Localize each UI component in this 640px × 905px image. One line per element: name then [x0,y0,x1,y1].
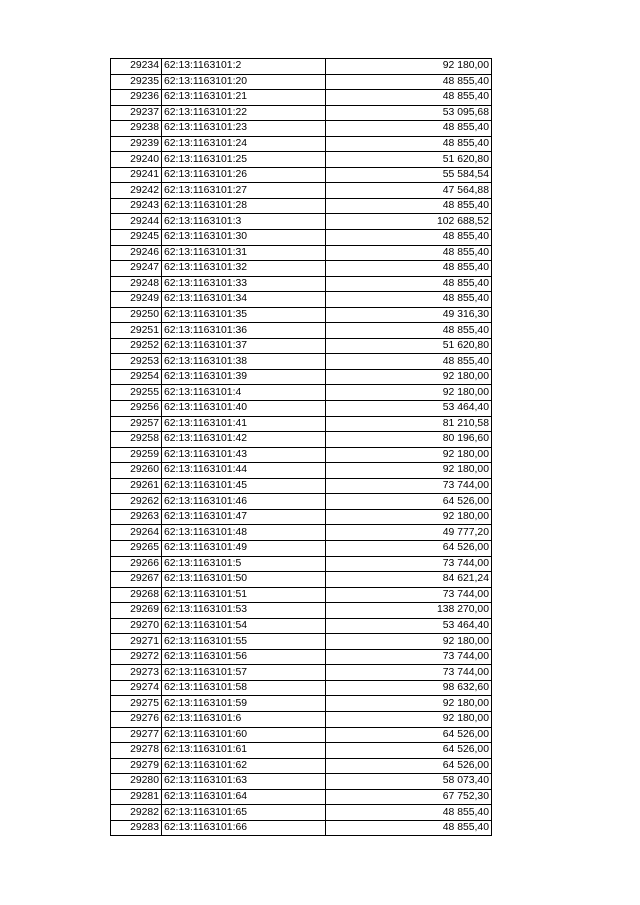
table-row [111,478,492,494]
table-row [111,59,492,75]
table-row [111,167,492,183]
value-cell: 48 855,40 [326,121,492,137]
table-row [111,727,492,743]
value-cell: 92 180,00 [326,385,492,401]
value-cell: 73 744,00 [326,587,492,603]
row-number-cell: 29273 [111,665,162,681]
table-row [111,416,492,432]
cadastral-number-cell: 62:13:1163101:56 [162,649,326,665]
table-row [111,649,492,665]
value-cell: 64 526,00 [326,494,492,510]
table-row [111,680,492,696]
row-number-cell: 29248 [111,276,162,292]
table-row [111,525,492,541]
row-number-cell: 29253 [111,354,162,370]
cadastral-number-cell: 62:13:1163101:20 [162,74,326,90]
value-cell: 98 632,60 [326,680,492,696]
table-row [111,136,492,152]
value-cell: 64 526,00 [326,743,492,759]
table-row [111,105,492,121]
row-number-cell: 29244 [111,214,162,230]
row-number-cell: 29256 [111,401,162,417]
cadastral-number-cell: 62:13:1163101:30 [162,230,326,246]
row-number-cell: 29242 [111,183,162,199]
value-cell: 73 744,00 [326,556,492,572]
cadastral-number-cell: 62:13:1163101:55 [162,634,326,650]
cadastral-number-cell: 62:13:1163101:43 [162,447,326,463]
table-row [111,820,492,836]
cadastral-number-cell: 62:13:1163101:39 [162,369,326,385]
value-cell: 48 855,40 [326,805,492,821]
row-number-cell: 29270 [111,618,162,634]
row-number-cell: 29257 [111,416,162,432]
value-cell: 73 744,00 [326,478,492,494]
row-number-cell: 29245 [111,230,162,246]
value-cell: 92 180,00 [326,509,492,525]
value-cell: 51 620,80 [326,338,492,354]
cadastral-number-cell: 62:13:1163101:58 [162,680,326,696]
table-row [111,354,492,370]
cadastral-number-cell: 62:13:1163101:51 [162,587,326,603]
value-cell: 49 316,30 [326,307,492,323]
row-number-cell: 29255 [111,385,162,401]
cadastral-number-cell: 62:13:1163101:24 [162,136,326,152]
row-number-cell: 29251 [111,323,162,339]
value-cell: 64 526,00 [326,758,492,774]
value-cell: 48 855,40 [326,292,492,308]
data-table [110,58,492,836]
value-cell: 92 180,00 [326,447,492,463]
table-row [111,261,492,277]
table-row [111,572,492,588]
row-number-cell: 29265 [111,540,162,556]
cadastral-number-cell: 62:13:1163101:50 [162,572,326,588]
cadastral-number-cell: 62:13:1163101:61 [162,743,326,759]
table-row [111,152,492,168]
cadastral-number-cell: 62:13:1163101:53 [162,603,326,619]
row-number-cell: 29281 [111,789,162,805]
value-cell: 102 688,52 [326,214,492,230]
table-row [111,245,492,261]
value-cell: 58 073,40 [326,774,492,790]
cadastral-number-cell: 62:13:1163101:36 [162,323,326,339]
value-cell: 48 855,40 [326,230,492,246]
cadastral-number-cell: 62:13:1163101:21 [162,90,326,106]
cadastral-number-cell: 62:13:1163101:4 [162,385,326,401]
table-row [111,385,492,401]
table-row [111,338,492,354]
row-number-cell: 29279 [111,758,162,774]
cadastral-number-cell: 62:13:1163101:31 [162,245,326,261]
cadastral-number-cell: 62:13:1163101:3 [162,214,326,230]
value-cell: 47 564,88 [326,183,492,199]
table-row [111,587,492,603]
table-row [111,805,492,821]
table-row [111,447,492,463]
value-cell: 81 210,58 [326,416,492,432]
table-row [111,743,492,759]
row-number-cell: 29266 [111,556,162,572]
cadastral-number-cell: 62:13:1163101:42 [162,432,326,448]
table-row [111,432,492,448]
cadastral-number-cell: 62:13:1163101:23 [162,121,326,137]
cadastral-number-cell: 62:13:1163101:59 [162,696,326,712]
value-cell: 92 180,00 [326,711,492,727]
cadastral-number-cell: 62:13:1163101:40 [162,401,326,417]
value-cell: 48 855,40 [326,245,492,261]
value-cell: 49 777,20 [326,525,492,541]
table-body [111,59,492,836]
cadastral-number-cell: 62:13:1163101:5 [162,556,326,572]
value-cell: 48 855,40 [326,820,492,836]
cadastral-number-cell: 62:13:1163101:66 [162,820,326,836]
row-number-cell: 29258 [111,432,162,448]
cadastral-number-cell: 62:13:1163101:22 [162,105,326,121]
value-cell: 48 855,40 [326,276,492,292]
cadastral-number-cell: 62:13:1163101:46 [162,494,326,510]
cadastral-number-cell: 62:13:1163101:34 [162,292,326,308]
row-number-cell: 29274 [111,680,162,696]
table-row [111,556,492,572]
table-row [111,90,492,106]
table-row [111,183,492,199]
row-number-cell: 29275 [111,696,162,712]
cadastral-number-cell: 62:13:1163101:26 [162,167,326,183]
table-row [111,323,492,339]
value-cell: 92 180,00 [326,59,492,75]
table-row [111,618,492,634]
table-row [111,121,492,137]
cadastral-number-cell: 62:13:1163101:48 [162,525,326,541]
value-cell: 64 526,00 [326,540,492,556]
value-cell: 53 464,40 [326,401,492,417]
row-number-cell: 29246 [111,245,162,261]
row-number-cell: 29283 [111,820,162,836]
table-row [111,369,492,385]
row-number-cell: 29262 [111,494,162,510]
row-number-cell: 29239 [111,136,162,152]
row-number-cell: 29254 [111,369,162,385]
cadastral-number-cell: 62:13:1163101:63 [162,774,326,790]
row-number-cell: 29240 [111,152,162,168]
row-number-cell: 29261 [111,478,162,494]
row-number-cell: 29278 [111,743,162,759]
cadastral-number-cell: 62:13:1163101:41 [162,416,326,432]
cadastral-number-cell: 62:13:1163101:38 [162,354,326,370]
value-cell: 48 855,40 [326,198,492,214]
value-cell: 48 855,40 [326,136,492,152]
table-row [111,463,492,479]
row-number-cell: 29264 [111,525,162,541]
cadastral-number-cell: 62:13:1163101:60 [162,727,326,743]
table-row [111,292,492,308]
row-number-cell: 29237 [111,105,162,121]
cadastral-number-cell: 62:13:1163101:27 [162,183,326,199]
table-row [111,665,492,681]
table-row [111,758,492,774]
row-number-cell: 29249 [111,292,162,308]
value-cell: 48 855,40 [326,323,492,339]
row-number-cell: 29259 [111,447,162,463]
cadastral-number-cell: 62:13:1163101:64 [162,789,326,805]
cadastral-number-cell: 62:13:1163101:47 [162,509,326,525]
cadastral-number-cell: 62:13:1163101:54 [162,618,326,634]
cadastral-number-cell: 62:13:1163101:57 [162,665,326,681]
value-cell: 67 752,30 [326,789,492,805]
table-row [111,634,492,650]
row-number-cell: 29263 [111,509,162,525]
document-page [110,58,492,836]
row-number-cell: 29252 [111,338,162,354]
cadastral-number-cell: 62:13:1163101:2 [162,59,326,75]
row-number-cell: 29247 [111,261,162,277]
cadastral-number-cell: 62:13:1163101:33 [162,276,326,292]
value-cell: 92 180,00 [326,463,492,479]
table-row [111,214,492,230]
value-cell: 138 270,00 [326,603,492,619]
value-cell: 80 196,60 [326,432,492,448]
table-row [111,774,492,790]
row-number-cell: 29236 [111,90,162,106]
cadastral-number-cell: 62:13:1163101:45 [162,478,326,494]
table-row [111,509,492,525]
table-row [111,198,492,214]
value-cell: 92 180,00 [326,634,492,650]
cadastral-number-cell: 62:13:1163101:65 [162,805,326,821]
row-number-cell: 29243 [111,198,162,214]
value-cell: 48 855,40 [326,74,492,90]
row-number-cell: 29238 [111,121,162,137]
row-number-cell: 29276 [111,711,162,727]
value-cell: 73 744,00 [326,665,492,681]
cadastral-number-cell: 62:13:1163101:6 [162,711,326,727]
cadastral-number-cell: 62:13:1163101:32 [162,261,326,277]
value-cell: 55 584,54 [326,167,492,183]
row-number-cell: 29267 [111,572,162,588]
value-cell: 48 855,40 [326,90,492,106]
cadastral-number-cell: 62:13:1163101:44 [162,463,326,479]
value-cell: 84 621,24 [326,572,492,588]
row-number-cell: 29250 [111,307,162,323]
table-row [111,540,492,556]
value-cell: 92 180,00 [326,369,492,385]
cadastral-number-cell: 62:13:1163101:28 [162,198,326,214]
table-row [111,711,492,727]
value-cell: 73 744,00 [326,649,492,665]
value-cell: 64 526,00 [326,727,492,743]
table-row [111,230,492,246]
cadastral-number-cell: 62:13:1163101:37 [162,338,326,354]
row-number-cell: 29234 [111,59,162,75]
row-number-cell: 29272 [111,649,162,665]
row-number-cell: 29260 [111,463,162,479]
table-row [111,494,492,510]
table-row [111,307,492,323]
row-number-cell: 29282 [111,805,162,821]
table-row [111,74,492,90]
table-row [111,696,492,712]
row-number-cell: 29280 [111,774,162,790]
row-number-cell: 29271 [111,634,162,650]
row-number-cell: 29241 [111,167,162,183]
value-cell: 92 180,00 [326,696,492,712]
table-row [111,603,492,619]
table-row [111,789,492,805]
value-cell: 48 855,40 [326,261,492,277]
value-cell: 48 855,40 [326,354,492,370]
value-cell: 53 464,40 [326,618,492,634]
table-row [111,401,492,417]
table-row [111,276,492,292]
value-cell: 53 095,68 [326,105,492,121]
row-number-cell: 29268 [111,587,162,603]
cadastral-number-cell: 62:13:1163101:49 [162,540,326,556]
row-number-cell: 29269 [111,603,162,619]
cadastral-number-cell: 62:13:1163101:62 [162,758,326,774]
cadastral-number-cell: 62:13:1163101:25 [162,152,326,168]
row-number-cell: 29235 [111,74,162,90]
row-number-cell: 29277 [111,727,162,743]
value-cell: 51 620,80 [326,152,492,168]
cadastral-number-cell: 62:13:1163101:35 [162,307,326,323]
